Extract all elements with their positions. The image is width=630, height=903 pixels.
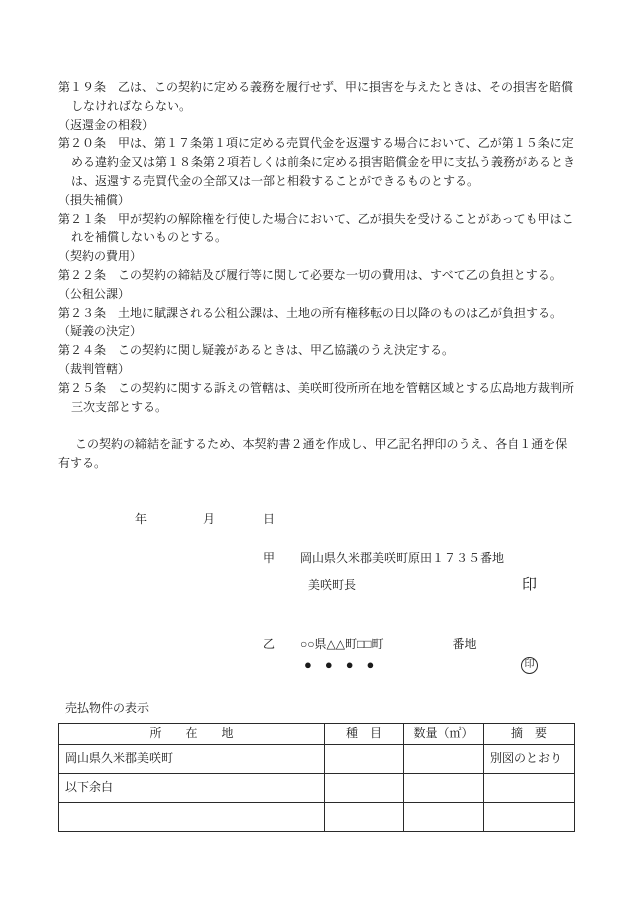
party-b-lot-suffix: 番地	[452, 637, 477, 652]
section-heading-doubt-resolution: （疑義の決定）	[58, 324, 143, 339]
party-a-signer-line	[58, 576, 575, 595]
party-b-address-line	[58, 635, 575, 654]
article-23-paragraph: 第２３条 土地に賦課される公租公課は、土地の所有権移転の日以降のものは乙が負担する。	[58, 305, 563, 320]
article-21-paragraph: 第２１条 甲が契約の解除権を行使した場合において、乙が損失を受けることがあっても甲はこれを補償しないものとする。	[58, 211, 574, 245]
property-table-caption: 売払物件の表示	[65, 700, 150, 715]
cell-category	[325, 773, 404, 802]
table-row	[59, 744, 575, 773]
party-a-address-line	[58, 549, 575, 568]
article-20-paragraph: 第２０条 甲は、第１７条第１項に定める売買代金を返還する場合において、乙が第１５条に定める違約金又は第１８条第２項若しくは前条に定める損害賠償金を甲に支払う義務があるときは、返還する売買代金の全部又は一部と相殺することができるものとする。	[58, 136, 576, 188]
section-heading-public-taxes: （公租公課）	[58, 286, 131, 301]
article-19-paragraph: 第１９条 乙は、この契約に定める義務を履行せず、甲に損害を与えたときは、その損害を賠償しなければならない。	[58, 80, 574, 113]
day-label: 日	[263, 511, 276, 526]
section-heading-loss-compensation: （損失補償）	[58, 192, 131, 207]
party-a-address: 岡山県久米郡美咲町原田１７３５番地	[300, 550, 505, 565]
col-header-category: 種 目	[325, 723, 404, 744]
property-table-section	[58, 699, 575, 832]
cell-location: 以下余白	[59, 773, 325, 802]
closing-paragraph: この契約の締結を証するため、本契約書２通を作成し、甲乙記名押印のうえ、各自１通を保有する。	[58, 437, 568, 470]
cell-note	[484, 802, 575, 831]
party-b-address: ○○県△△町□□町	[300, 637, 384, 652]
property-table	[58, 723, 575, 832]
col-header-note: 摘 要	[484, 723, 575, 744]
party-b-label: 乙	[263, 637, 276, 652]
date-line	[58, 510, 575, 529]
table-header-row	[59, 723, 575, 744]
cell-quantity	[404, 773, 484, 802]
cell-note	[484, 773, 575, 802]
redacted-name-dots: ● ● ● ●	[304, 656, 375, 672]
section-heading-setoff: （返還金の相殺）	[58, 117, 155, 132]
cell-note: 別図のとおり	[484, 744, 575, 773]
col-header-location: 所 在 地	[59, 723, 325, 744]
section-heading-contract-costs: （契約の費用）	[58, 249, 143, 264]
cell-location: 岡山県久米郡美咲町	[59, 744, 325, 773]
year-label: 年	[135, 511, 148, 526]
month-label: 月	[203, 511, 216, 526]
party-a-seal-icon: 印	[522, 577, 538, 594]
cell-category	[325, 802, 404, 831]
party-b-seal-icon: 印	[521, 657, 538, 674]
cell-quantity	[404, 802, 484, 831]
section-heading-jurisdiction: （裁判管轄）	[58, 361, 131, 376]
article-22-paragraph: 第２２条 この契約の締結及び履行等に関して必要な一切の費用は、すべて乙の負担とする。	[58, 267, 562, 282]
cell-quantity	[404, 744, 484, 773]
article-25-paragraph: 第２５条 この契約に関する訴えの管轄は、美咲町役所所在地を管轄区域とする広島地方裁判所三次支部とする。	[58, 380, 575, 414]
table-row	[59, 773, 575, 802]
col-header-quantity: 数量（㎡）	[404, 723, 484, 744]
party-b-name-line	[58, 656, 575, 675]
cell-location	[59, 802, 325, 831]
cell-category	[325, 744, 404, 773]
party-a-signer-title: 美咲町長	[308, 578, 357, 593]
table-row	[59, 802, 575, 831]
article-24-paragraph: 第２４条 この契約に関し疑義があるときは、甲乙協議のうえ決定する。	[58, 343, 455, 358]
party-a-label: 甲	[263, 550, 276, 565]
